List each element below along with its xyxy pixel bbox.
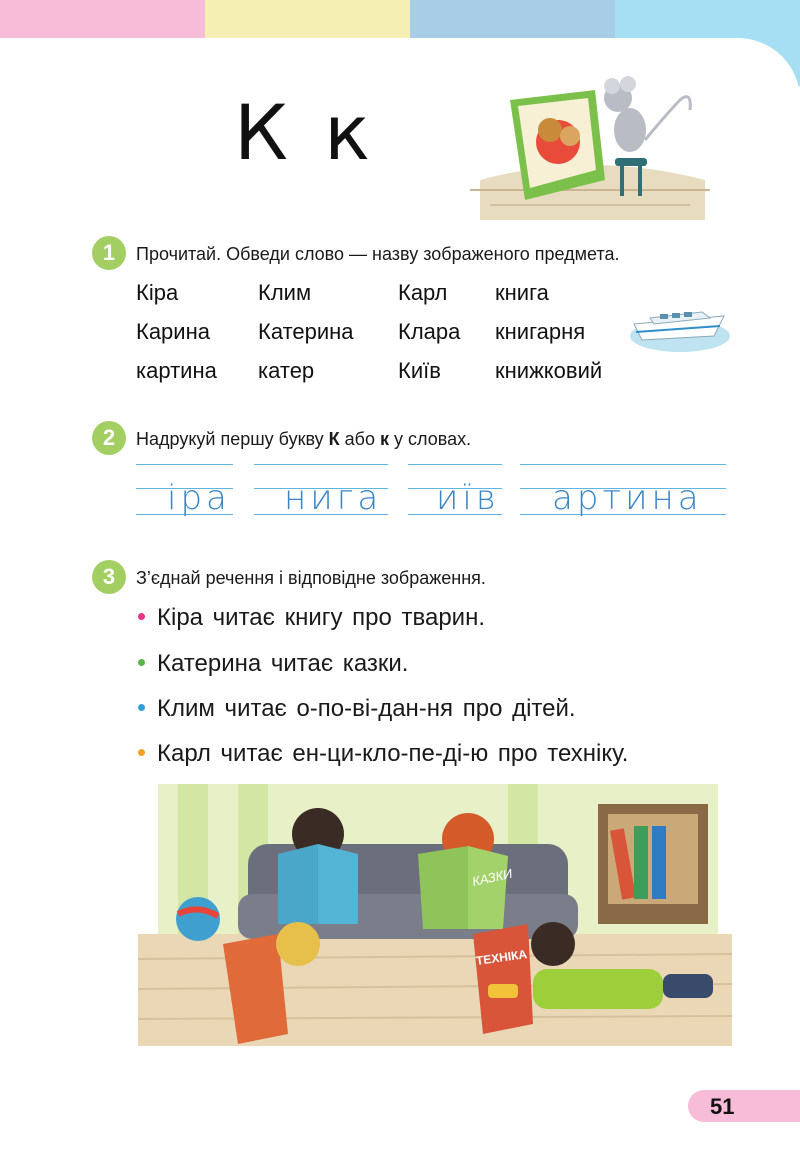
word-klym[interactable]: Клим — [258, 280, 312, 305]
page-title: К к — [234, 88, 377, 177]
task-number-badge: 1 — [92, 236, 126, 270]
task2-instruction-end: у словах. — [388, 429, 472, 449]
color-segment-yellow — [205, 0, 410, 38]
word-klara[interactable]: Клара — [398, 319, 461, 344]
task3-instruction: З’єднай речення і відповідне зображення. — [136, 568, 486, 588]
task-number-badge: 2 — [92, 421, 126, 455]
mouse-reading-illustration — [470, 70, 710, 220]
letter-lower: к — [379, 429, 389, 449]
writing-guide-line — [136, 464, 233, 465]
color-segment-light-blue — [615, 0, 800, 38]
writing-guide-line — [520, 464, 726, 465]
writing-guide-line — [254, 464, 388, 465]
bullet-pink — [138, 613, 145, 620]
sentence-text: Кіра читає книгу про тварин. — [157, 604, 486, 631]
word-knyzhkovyi[interactable]: книжковий — [495, 358, 603, 383]
sentence-klym[interactable] — [138, 695, 576, 723]
word-knyha[interactable]: книга — [495, 280, 549, 305]
writing-guide-line — [408, 464, 502, 465]
word-fragment-artyna[interactable]: артина — [552, 478, 703, 518]
word-karyna[interactable]: Карина — [136, 319, 210, 344]
bullet-blue — [138, 704, 145, 711]
page-number: 51 — [710, 1094, 735, 1119]
boat-illustration — [628, 286, 732, 356]
word-kater[interactable]: катер — [258, 358, 315, 383]
task1-instruction: Прочитай. Обведи слово — назву зображеного предмета. — [136, 244, 620, 264]
top-color-bar — [0, 0, 800, 38]
sentence-karl[interactable] — [138, 740, 628, 768]
sentence-text: Катерина читає казки. — [157, 650, 409, 677]
word-kira[interactable]: Кіра — [136, 280, 179, 305]
book-label-kazky: КАЗКИ — [470, 865, 514, 890]
word-karl[interactable]: Карл — [398, 280, 448, 305]
task2-instruction-start: Надрукуй першу букву — [136, 429, 329, 449]
word-fragment-yiv[interactable]: иїв — [436, 478, 500, 518]
color-segment-pink — [0, 0, 205, 38]
sentence-kateryna[interactable] — [138, 650, 408, 678]
word-kartyna[interactable]: картина — [136, 358, 217, 383]
book-label-tekhnika: ТЕХНІКА — [475, 946, 528, 969]
color-segment-blue — [410, 0, 615, 38]
sentence-text: Клим читає о-по-ві-дан-ня про дітей. — [157, 695, 576, 722]
bullet-green — [138, 659, 145, 666]
task2-instruction-mid: або — [339, 429, 380, 449]
children-reading-illustration — [138, 784, 732, 1056]
task-number-badge: 3 — [92, 560, 126, 594]
bullet-orange — [138, 749, 145, 756]
word-fragment-ira[interactable]: іра — [167, 478, 231, 518]
word-kyiv[interactable]: Київ — [398, 358, 441, 383]
page-number-tab — [688, 1090, 800, 1122]
sentence-kira[interactable] — [138, 604, 485, 632]
task2-instruction — [136, 429, 471, 450]
letter-upper: К — [328, 429, 340, 449]
word-knyharnia[interactable]: книгарня — [495, 319, 586, 344]
word-kateryna[interactable]: Катерина — [258, 319, 354, 344]
sentence-text: Карл читає ен-ци-кло-пе-ді-ю про техніку. — [157, 740, 629, 767]
word-fragment-nyha[interactable]: нига — [284, 478, 383, 518]
